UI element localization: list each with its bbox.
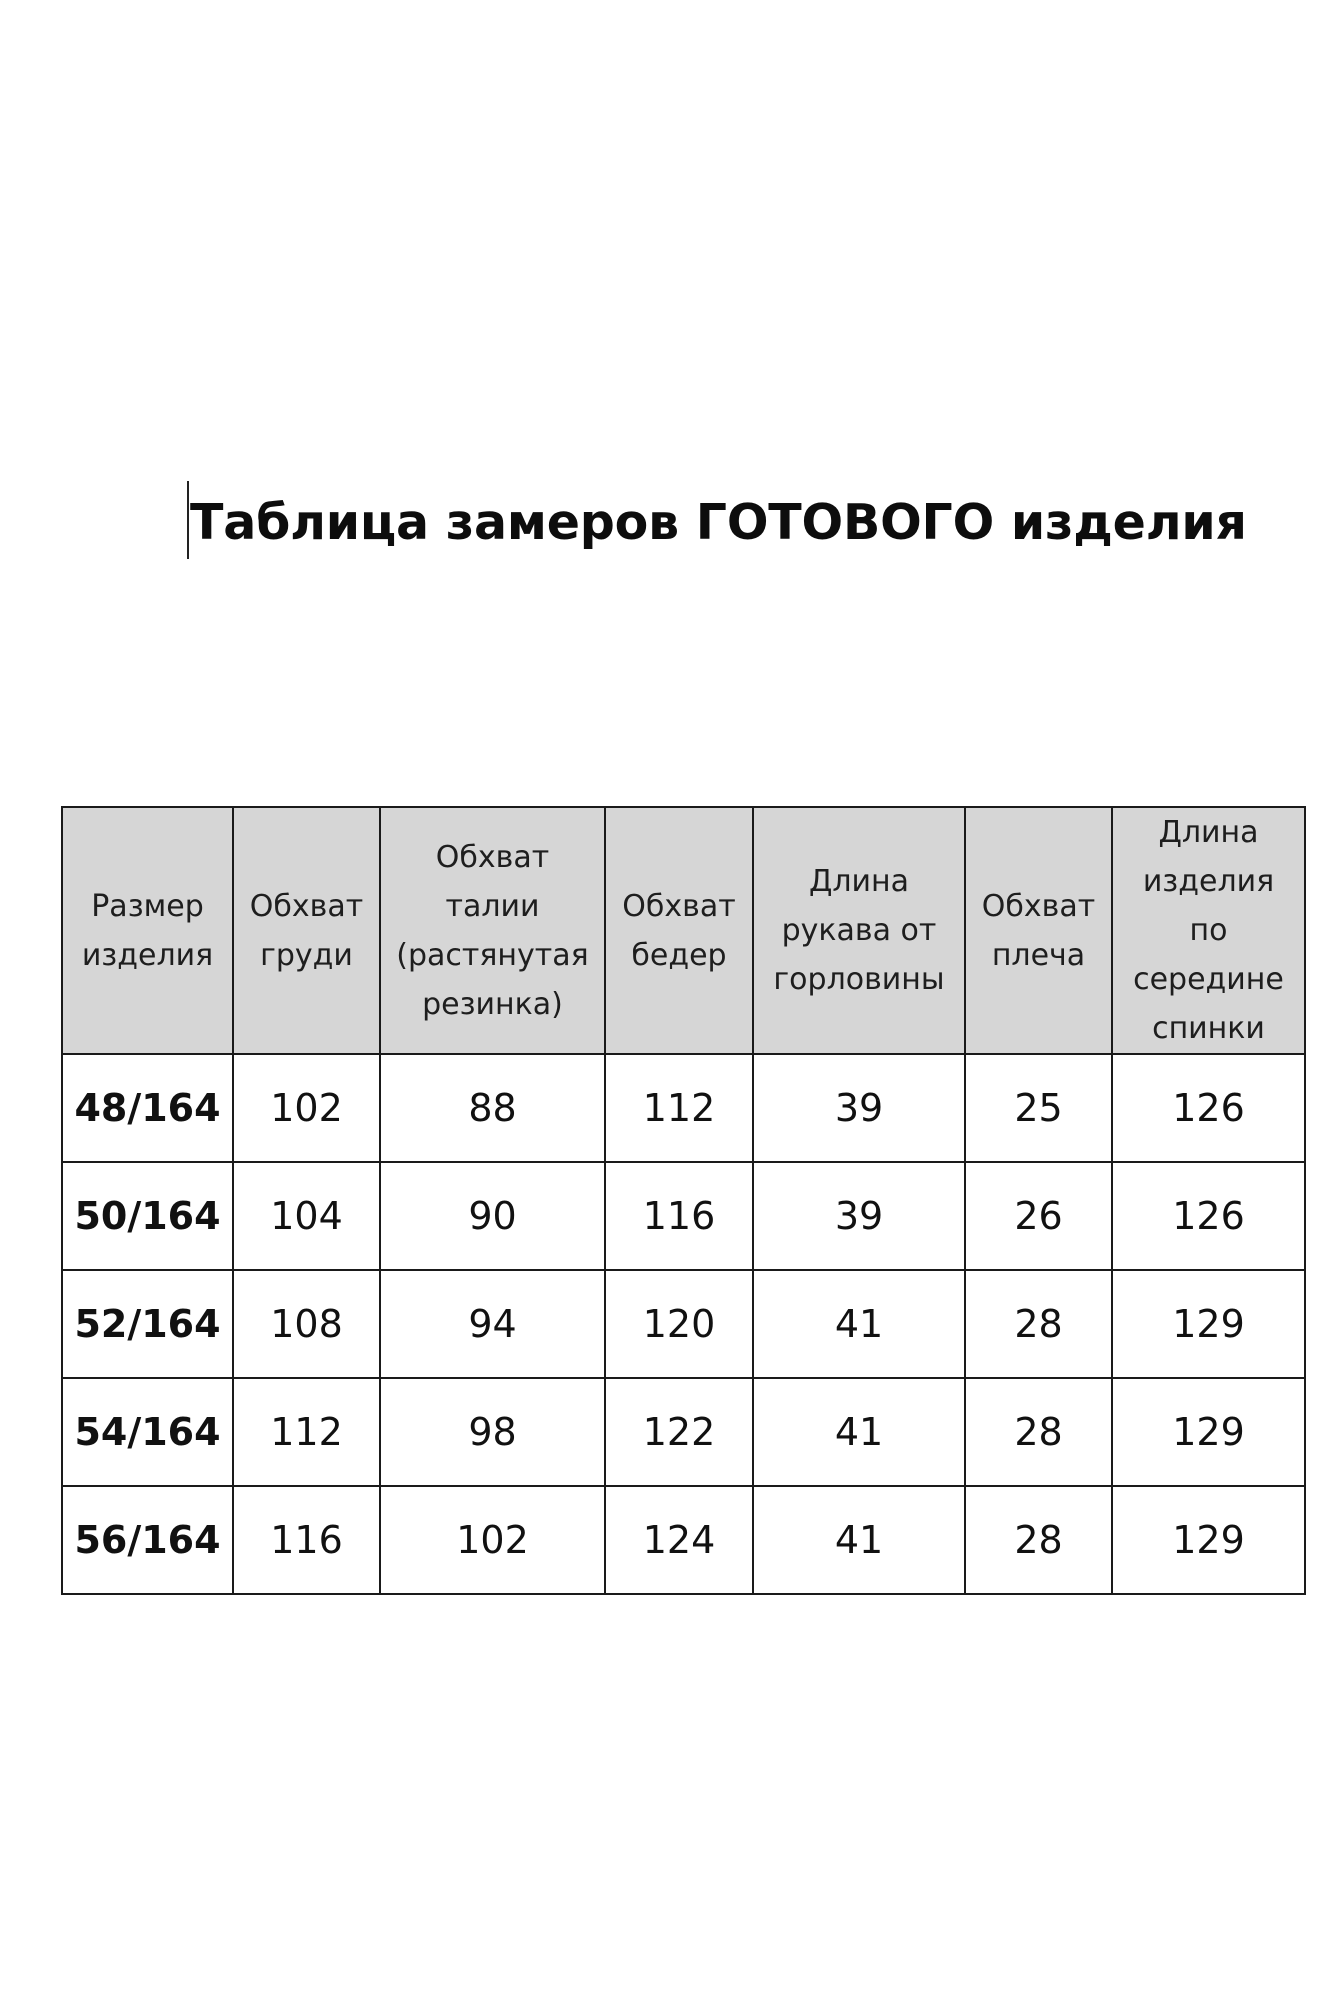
hips-cell: 112: [605, 1054, 753, 1162]
waist-cell: 102: [380, 1486, 605, 1594]
header-shoulder: Обхват плеча: [965, 807, 1112, 1054]
hips-cell: 120: [605, 1270, 753, 1378]
header-size: Размер изделия: [62, 807, 233, 1054]
waist-cell: 98: [380, 1378, 605, 1486]
document-title: Таблица замеров ГОТОВОГО изделия: [190, 494, 1247, 551]
waist-cell: 88: [380, 1054, 605, 1162]
shoulder-cell: 25: [965, 1054, 1112, 1162]
header-sleeve-length: Длина рукава от горловины: [753, 807, 965, 1054]
back-length-cell: 126: [1112, 1162, 1305, 1270]
waist-cell: 90: [380, 1162, 605, 1270]
hips-cell: 122: [605, 1378, 753, 1486]
shoulder-cell: 28: [965, 1270, 1112, 1378]
sleeve-cell: 41: [753, 1378, 965, 1486]
chest-cell: 108: [233, 1270, 380, 1378]
table-row: [62, 1162, 1305, 1270]
back-length-cell: 129: [1112, 1486, 1305, 1594]
size-cell: 54/164: [62, 1378, 233, 1486]
table-row: [62, 1054, 1305, 1162]
table-header-row: [62, 807, 1305, 1054]
size-measurement-table: [61, 806, 1306, 1595]
sleeve-cell: 41: [753, 1486, 965, 1594]
table-row: [62, 1378, 1305, 1486]
back-length-cell: 129: [1112, 1378, 1305, 1486]
hips-cell: 116: [605, 1162, 753, 1270]
back-length-cell: 129: [1112, 1270, 1305, 1378]
waist-cell: 94: [380, 1270, 605, 1378]
size-cell: 52/164: [62, 1270, 233, 1378]
size-cell: 50/164: [62, 1162, 233, 1270]
sleeve-cell: 41: [753, 1270, 965, 1378]
shoulder-cell: 28: [965, 1378, 1112, 1486]
header-waist: Обхват талии (растянутая резинка): [380, 807, 605, 1054]
sleeve-cell: 39: [753, 1054, 965, 1162]
shoulder-cell: 26: [965, 1162, 1112, 1270]
size-cell: 56/164: [62, 1486, 233, 1594]
header-hips: Обхват бедер: [605, 807, 753, 1054]
table-row: [62, 1270, 1305, 1378]
chest-cell: 112: [233, 1378, 380, 1486]
header-chest: Обхват груди: [233, 807, 380, 1054]
table-row: [62, 1486, 1305, 1594]
chest-cell: 116: [233, 1486, 380, 1594]
chest-cell: 104: [233, 1162, 380, 1270]
size-cell: 48/164: [62, 1054, 233, 1162]
back-length-cell: 126: [1112, 1054, 1305, 1162]
text-cursor: [187, 481, 189, 559]
sleeve-cell: 39: [753, 1162, 965, 1270]
header-back-length: Длина изделия по середине спинки: [1112, 807, 1305, 1054]
chest-cell: 102: [233, 1054, 380, 1162]
hips-cell: 124: [605, 1486, 753, 1594]
shoulder-cell: 28: [965, 1486, 1112, 1594]
